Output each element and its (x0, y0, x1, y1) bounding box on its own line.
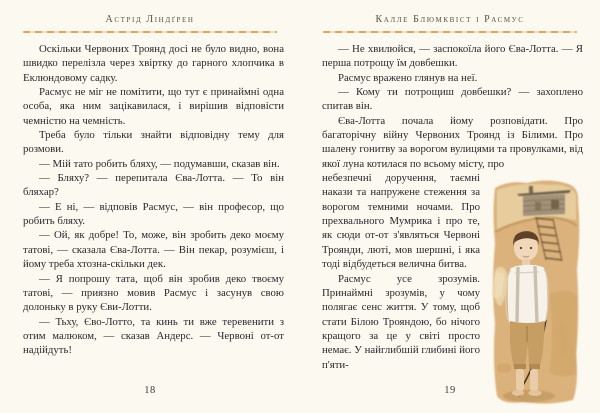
running-header-right: Калле Блюмквіст і Расмус (375, 14, 525, 25)
paragraph: — Тьху, Єво-Лотто, та кинь ти вже теревенити з отим малюком, — сказав Андерс. — Червоні от-от надійдуть! (23, 315, 284, 357)
paragraph: Расмус усе зрозумів. Принаймні зрозумів, у чому полягає сенс життя. У тому, щоб стати Білою Трояндою, бо нічого кращого за це у світі просто немає. У найглибшій глибині його п'яти- (322, 272, 480, 371)
page-body-right (322, 42, 583, 372)
boy-with-stick-illustration (489, 174, 583, 406)
page-number-right: 19 (444, 385, 456, 396)
paragraph: Треба було тільки знайти відповідну тему для розмови. (23, 129, 284, 156)
paragraph: Єва-Лотта почала йому розповідати. Про багаторічну війну Червоних Троянд із Білими. Про шалену гонитву за ворогом вулицями та провулками, від якої луна котилася по всьому місту, про (322, 114, 583, 170)
header-rule-right (323, 31, 577, 33)
paragraph: — Бляху? — перепитала Єва-Лотта. — То він бляхар? (23, 172, 284, 199)
page-body-left (23, 42, 284, 358)
page-right (300, 0, 600, 413)
header-rule-left (23, 31, 277, 33)
paragraph: — Не хвилюйся, — заспокоїла його Єва-Лотта. — Я перша потрощу їм довбешки. (322, 43, 583, 70)
running-header-left: Астрід Ліндґрен (105, 14, 195, 25)
paragraph: — Ой, як добре! То, може, він зробить деко моєму татові, — сказала Єва-Лотта. — Він пекар, розумієш, і йому треба хтозна-скільки дек. (23, 229, 284, 271)
wrap-section (322, 171, 583, 372)
paragraph: Расмус не міг не помітити, що тут є принаймні одна особа, яка ним зацікавилася, і вирішив відповісти чемністю на чемність. (23, 86, 284, 127)
paragraph: небезпечні доручення, таємні накази та напружене стеження за ворогом темними ночами. Про прехвального Мумрика і про те, як сюди от-от з'являться Червоні Троянди, люті, мов шершні, і яка тоді відбудеться велична битва. (322, 172, 480, 271)
page-number-left: 18 (144, 385, 156, 396)
paragraph: — Мій тато робить бляху, — подумавши, сказав він. (39, 157, 280, 170)
paragraph: Оскільки Червоних Троянд досі не було видно, вона швидко перелізла через хвіртку до гарного хлопчика в Еклюндовому садку. (23, 43, 284, 84)
paragraph: — Е ні, — відповів Расмус, — він професор, що робить бляху. (23, 200, 284, 228)
paragraph: — Кому ти потрощиш довбешки? — захоплено спитав він. (322, 86, 583, 113)
paragraph: — Я попрошу тата, щоб він зробив деко твоєму татові, — приязно мовив Расмус і засунув свою долоньку в руку Єви-Лотти. (23, 272, 284, 314)
paragraph: Расмус вражено глянув на неї. (338, 71, 478, 84)
